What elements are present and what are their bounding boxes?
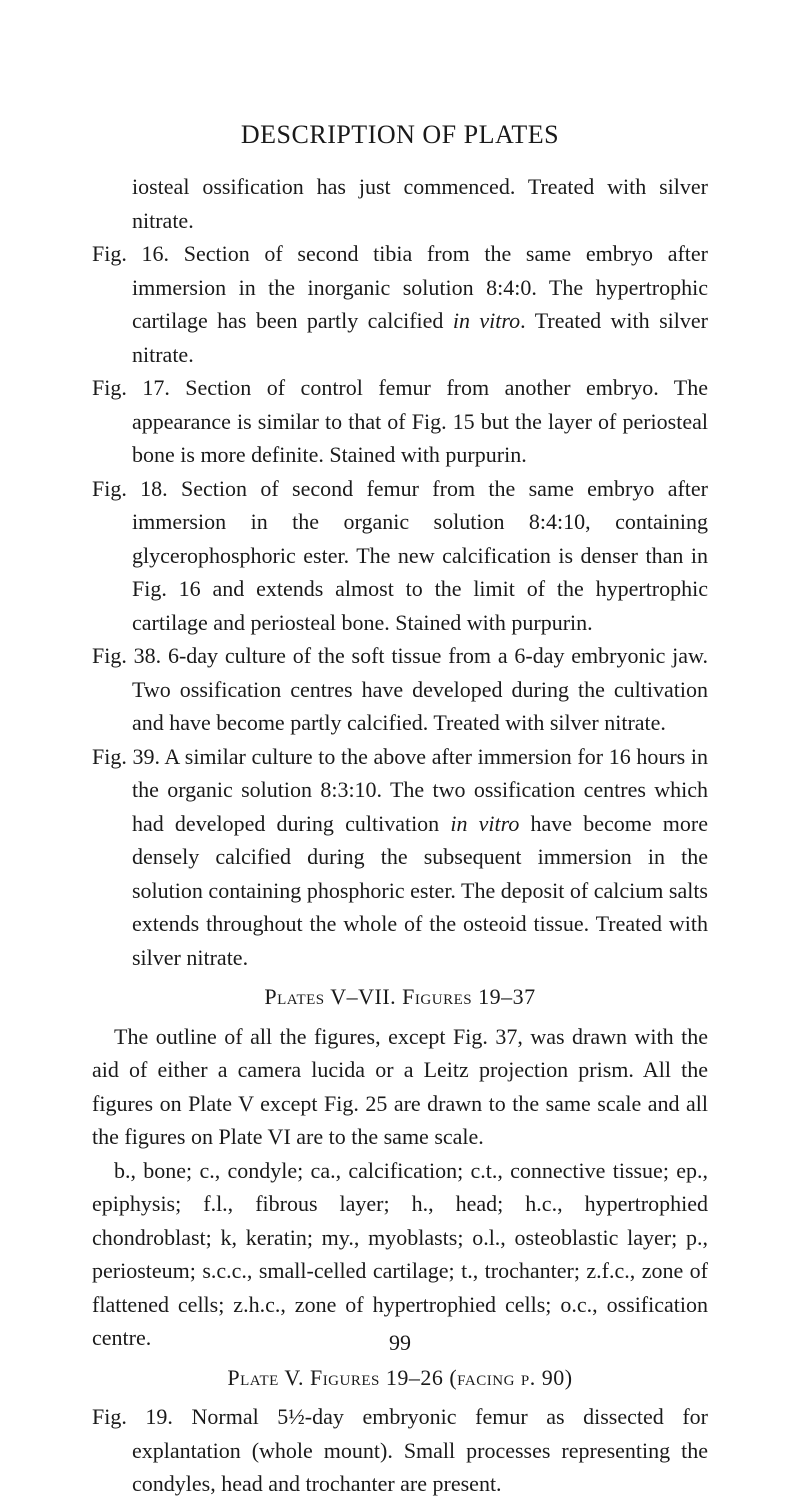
- figure-17-caption: Fig. 17. Section of control femur from another embryo. The appearance is similar to that of Fig. 15 but the layer of periosteal bone is more definite. Stained with purpurin.: [92, 375, 708, 467]
- figure-19-caption: Fig. 19. Normal 5½-day embryonic femur as dissected for explantation (whole mount). Small processes representing the condyles, head and trochanter are present.: [92, 1404, 708, 1496]
- page-header: DESCRIPTION OF PLATES: [240, 120, 560, 149]
- section-heading-plate-v: Plate V. Figures 19–26 (facing p. 90): [227, 1364, 573, 1390]
- section-heading-plates: Plates V–VII. Figures 19–37: [264, 984, 536, 1009]
- figure-38-caption: Fig. 38. 6-day culture of the soft tissue from a 6-day embryonic jaw. Two ossification centres have developed during the cultivation and have become partly calcified. Treated with silver nitrate.: [92, 643, 708, 735]
- page-number: 99: [389, 1330, 411, 1355]
- figure-16-tail: . Treated with silver nitrate.: [132, 308, 708, 367]
- figure-16-caption: [92, 237, 708, 371]
- figure-16-text: Fig. 16. Section of second tibia from the same embryo after immersion in the inorganic solution 8:4:0. The hypertrophic cartilage has been partly calcified: [92, 241, 708, 333]
- figure-39-tail: have become more densely calcified during the subsequent immersion in the solution containing phosphoric ester. The deposit of calcium salts extends throughout the whole of the osteoid tissue. Treated with silver nitrate.: [132, 810, 708, 970]
- figure-16-italic: in vitro: [452, 308, 521, 333]
- figure-39-italic: in vitro: [450, 810, 520, 836]
- figure-39-caption: [92, 740, 708, 975]
- figure-18-caption: Fig. 18. Section of second femur from the same embryo after immersion in the organic solution 8:4:10, containing glycerophosphoric ester. The new calcification is denser than in Fig. 16 and extends almost to the limit of the hypertrophic cartilage and periosteal bone. Stained with purpurin.: [92, 475, 708, 635]
- intro-paragraph: The outline of all the figures, except Fig. 37, was drawn with the aid of either a camera lucida or a Leitz projection prism. All the figures on Plate V except Fig. 25 are drawn to the same scale and all the figures on Plate VI are to the same scale.: [92, 1023, 708, 1149]
- body-text: [92, 170, 708, 1501]
- figure-39-text: Fig. 39. A similar culture to the above after immersion for 16 hours in the organic solution 8:3:10. The two ossification centres which had developed during cultivation: [92, 743, 708, 836]
- abbreviation-legend: b., bone; c., condyle; ca., calcification; c.t., connective tissue; ep., epiphysis; f.l., fibrous layer; h., head; h.c., hypertrophied chondroblast; k, keratin; my., myoblasts; o.l., osteoblastic layer; p., periosteum; s.c.c., small-celled cartilage; t., trochanter; z.f.c., zone of flattened cells; z.h.c., zone of hypertrophied cells; o.c., ossification centre.: [92, 1157, 708, 1350]
- continued-paragraph: iosteal ossification has just commenced. Treated with silver nitrate.: [132, 174, 708, 233]
